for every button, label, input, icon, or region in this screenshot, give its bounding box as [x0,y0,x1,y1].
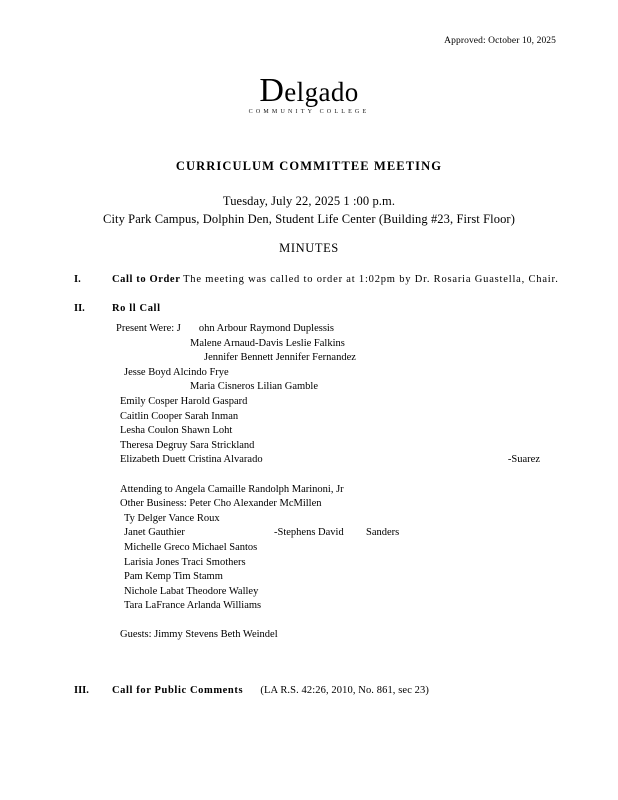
section-citation: (LA R.S. 42:26, 2010, No. 861, sec 23) [260,685,429,697]
roll-present-row [116,322,574,337]
section-heading: Call for Public Comments [112,685,244,697]
logo-initial: D [259,72,285,109]
section-heading: Ro ll Call [112,303,161,314]
roll-duett-suffix: -Suarez [507,454,540,466]
meeting-location: City Park Campus, Dolphin Den, Student Life Center (Building #23, First Floor) [103,212,515,226]
section-heading: Call to Order [112,274,181,285]
spacer [116,468,574,483]
section-body [112,274,574,285]
roll-gauthier-name: Janet Gauthier [124,527,185,539]
roll-line: Theresa Degruy Sara Strickland [120,439,255,451]
present-label: Present Were: J [116,323,181,334]
roll-line: Caitlin Cooper Sarah Inman [120,410,239,422]
logo-subtitle: COMMUNITY COLLEGE [248,109,370,115]
roll-guests: Guests: Jimmy Stevens Beth Weindel [120,629,278,641]
present-first-names: ohn Arbour Raymond Duplessis [198,323,334,334]
roll-other-business: Other Business: Peter Cho Alexander McMillen [120,498,322,510]
delgado-logo [44,74,574,115]
roll-gauthier-right: Sanders [366,527,400,539]
roll-line: Pam Kemp Tim Stamm [124,571,223,583]
approved-date: Approved: October 10, 2025 [444,36,556,46]
roll-line: Emily Cosper Harold Gaspard [120,395,248,407]
section-text: The meeting was called to order at 1:02pm by Dr. Rosaria Guastella, Chair. [183,274,559,285]
roll-line: Nichole Labat Theodore Walley [124,585,259,597]
section-body [112,303,574,643]
roll-line: Malene Arnaud-Davis Leslie Falkins [190,337,345,349]
section-roll-call [44,303,574,643]
spacer [116,614,574,629]
roll-line: Maria Cisneros Lilian Gamble [190,381,319,393]
roll-line-duett [116,453,574,468]
section-numeral: I. [74,274,81,285]
section-public-comments [44,685,574,696]
logo-wordmark [44,74,574,108]
roll-line-gauthier [116,526,574,541]
section-numeral: II. [74,303,85,314]
roll-line: Ty Delger Vance Roux [124,512,220,524]
section-numeral: III. [74,685,89,697]
roll-gauthier-mid: -Stephens David [274,527,344,539]
page-title: CURRICULUM COMMITTEE MEETING [175,159,443,173]
roll-line: Jesse Boyd Alcindo Frye [124,366,229,378]
roll-call-list [116,322,574,643]
minutes-label: MINUTES [279,241,339,255]
logo-name: elgado [284,77,359,107]
roll-line: Lesha Coulon Shawn Loht [120,425,233,437]
roll-line: Michelle Greco Michael Santos [124,541,258,553]
roll-line: Jennifer Bennett Jennifer Fernandez [204,352,356,364]
section-body [112,685,574,696]
section-call-to-order [44,274,574,285]
roll-attending: Attending to Angela Camaille Randolph Marinoni, Jr [120,483,344,495]
roll-line: Larisia Jones Traci Smothers [124,556,246,568]
meeting-datetime: Tuesday, July 22, 2025 1 :00 p.m. [222,194,396,208]
roll-line: Tara LaFrance Arlanda Williams [124,600,262,612]
roll-duett-names: Elizabeth Duett Cristina Alvarado [120,454,263,466]
